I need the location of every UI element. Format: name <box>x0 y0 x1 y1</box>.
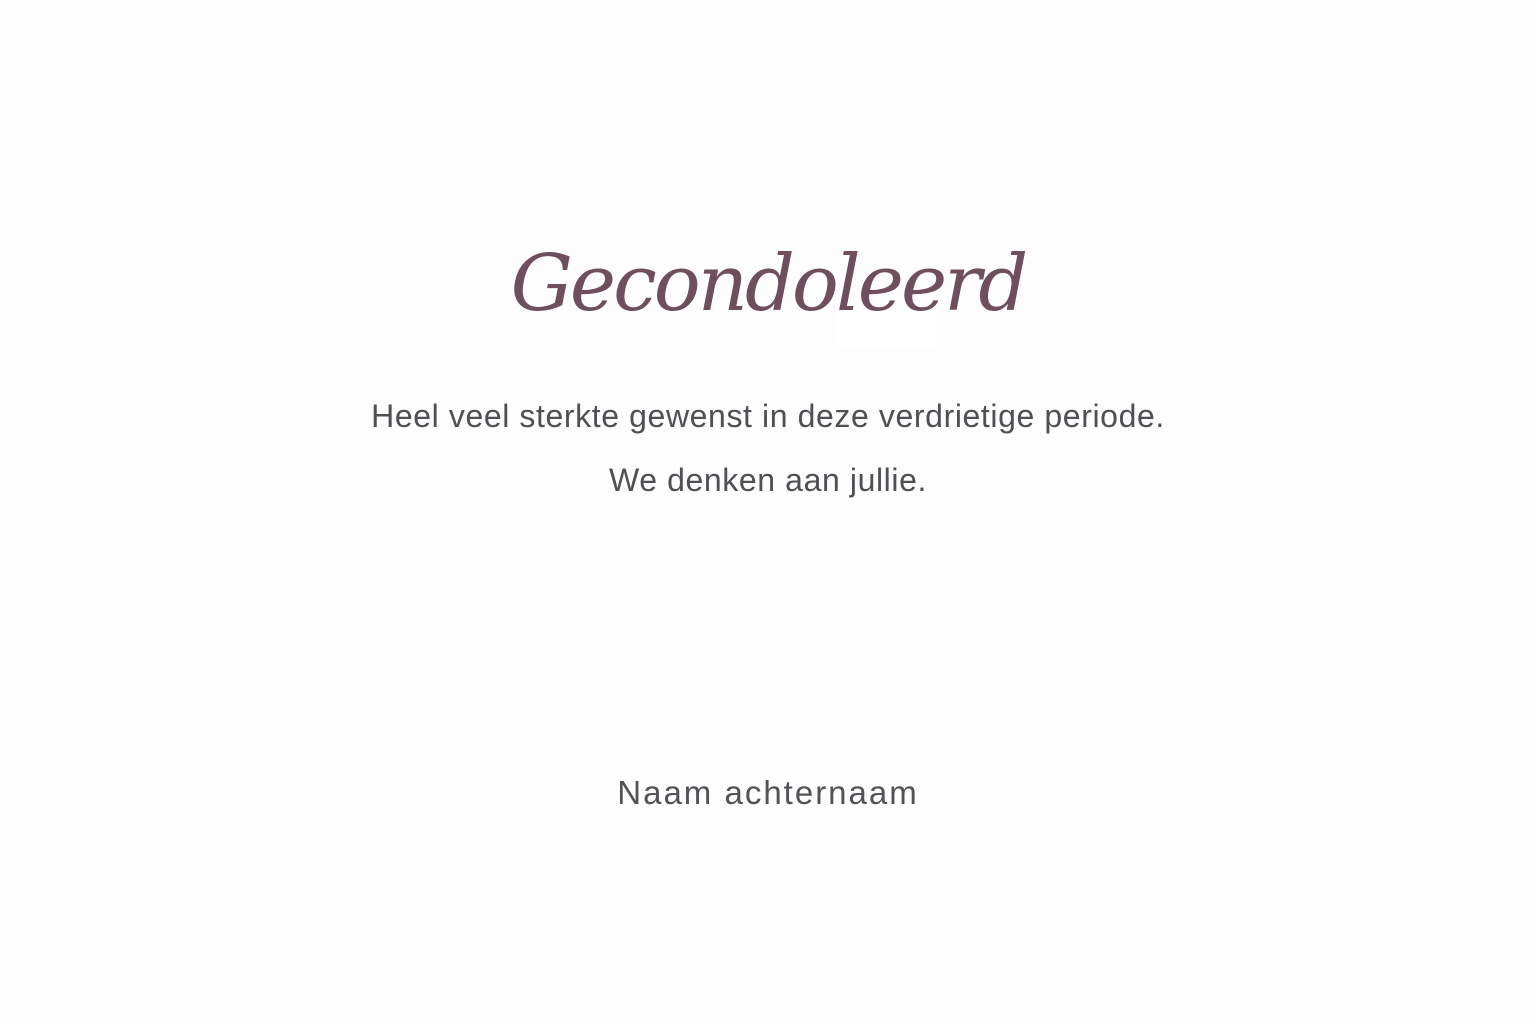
card-title[interactable]: Gecondoleerd <box>510 239 1026 329</box>
signature-name-placeholder[interactable]: Naam achternaam <box>617 774 919 811</box>
message-line-2[interactable]: We denken aan jullie. <box>609 462 927 498</box>
message-line-1[interactable]: Heel veel sterkte gewenst in deze verdrietige periode. <box>371 398 1165 434</box>
